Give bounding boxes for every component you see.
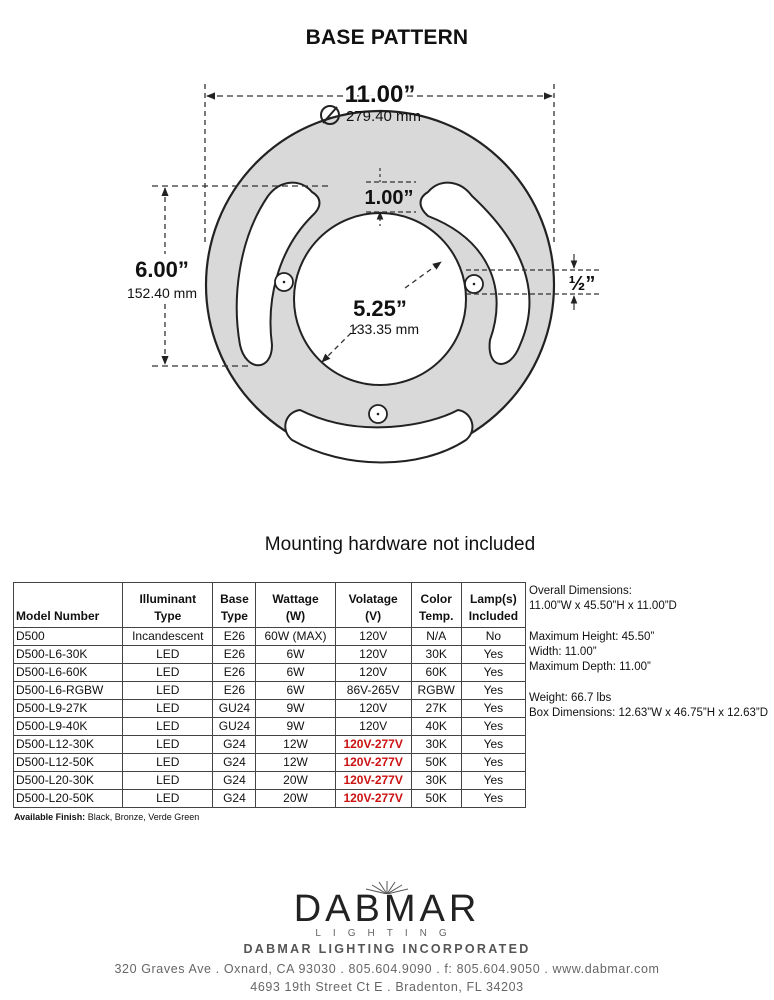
table-cell: 86V-265V: [335, 682, 411, 700]
max-depth: Maximum Depth: 11.00”: [529, 661, 651, 673]
table-row: [14, 664, 526, 682]
column-header-line: [16, 591, 120, 608]
table-cell: 30K: [411, 646, 461, 664]
table-cell: G24: [213, 736, 256, 754]
address-bradenton: 4693 19th Street Ct E . Bradenton, FL 34203: [250, 980, 524, 994]
finish-label: Available Finish:: [14, 812, 86, 822]
table-cell: N/A: [411, 628, 461, 646]
table-cell: LED: [123, 790, 213, 808]
table-body: [14, 628, 526, 808]
table-cell: G24: [213, 790, 256, 808]
table-row: [14, 772, 526, 790]
table-cell: D500-L6-RGBW: [14, 682, 123, 700]
table-cell: E26: [213, 682, 256, 700]
table-cell: LED: [123, 646, 213, 664]
shipping-specs: [529, 691, 768, 721]
table-cell: 120V: [335, 646, 411, 664]
table-cell: 120V-277V: [335, 736, 411, 754]
table-cell: RGBW: [411, 682, 461, 700]
table-cell: Yes: [461, 772, 525, 790]
table-cell: LED: [123, 754, 213, 772]
table-cell: 120V: [335, 700, 411, 718]
table-header-row: [14, 583, 526, 628]
column-header-line: Model Number: [16, 609, 100, 623]
table-cell: 50K: [411, 754, 461, 772]
column-header-line: Type: [154, 609, 182, 623]
table-cell: D500-L9-40K: [14, 718, 123, 736]
table-cell: Incandescent: [123, 628, 213, 646]
table-cell: D500-L12-50K: [14, 754, 123, 772]
table-cell: D500-L20-50K: [14, 790, 123, 808]
table-cell: D500-L12-30K: [14, 736, 123, 754]
table-cell: GU24: [213, 700, 256, 718]
address-oxnard: 320 Graves Ave . Oxnard, CA 93030 . 805.604.9090 . f: 805.604.9050 . www.dabmar.com: [114, 962, 660, 976]
table-cell: 120V-277V: [335, 772, 411, 790]
table-cell: E26: [213, 664, 256, 682]
table-cell: D500-L6-60K: [14, 664, 123, 682]
table-cell: 120V-277V: [335, 754, 411, 772]
logo-subtitle: LIGHTING: [315, 928, 459, 939]
box-dimensions: Box Dimensions: 12.63”W x 46.75”H x 12.63”D: [529, 707, 769, 719]
overall-dimension: 11.00”: [344, 81, 416, 108]
column-header-line: Type: [220, 609, 248, 623]
table-cell: 40K: [411, 718, 461, 736]
column-header-line: Wattage: [272, 592, 319, 606]
overall-dimensions-label: Overall Dimensions:: [529, 585, 632, 597]
table-cell: 9W: [256, 718, 335, 736]
column-header-line: Base: [220, 592, 249, 606]
table-cell: 120V: [335, 664, 411, 682]
table-cell: Yes: [461, 700, 525, 718]
table-row: [14, 628, 526, 646]
table-cell: 6W: [256, 646, 335, 664]
overall-dimensions: [529, 584, 677, 614]
table-cell: D500-L9-27K: [14, 700, 123, 718]
table-cell: D500-L20-30K: [14, 772, 123, 790]
table-cell: G24: [213, 772, 256, 790]
column-header: [123, 583, 213, 628]
table-row: [14, 736, 526, 754]
table-cell: D500-L6-30K: [14, 646, 123, 664]
table-cell: GU24: [213, 718, 256, 736]
table-cell: 120V: [335, 718, 411, 736]
column-header: [411, 583, 461, 628]
dabmar-logo: [0, 880, 774, 940]
table-cell: G24: [213, 754, 256, 772]
table-cell: 12W: [256, 754, 335, 772]
column-header-line: (V): [365, 609, 382, 623]
column-header: [213, 583, 256, 628]
table-cell: E26: [213, 628, 256, 646]
column-header-line: Color: [420, 592, 452, 606]
column-header-line: Volatage: [348, 592, 398, 606]
column-header-line: Illuminant: [139, 592, 197, 606]
table-cell: 120V-277V: [335, 790, 411, 808]
overall-dimensions-value: 11.00”W x 45.50”H x 11.00”D: [529, 600, 677, 612]
table-cell: 50K: [411, 790, 461, 808]
column-header-line: Lamp(s): [470, 592, 517, 606]
table-cell: 12W: [256, 736, 335, 754]
overall-dimension-mm: 279.40 mm: [346, 108, 422, 125]
slot-dimension: 1.00”: [364, 187, 414, 209]
size-specs: [529, 630, 654, 675]
spec-table: [13, 582, 526, 808]
height-dimension: 6.00”: [135, 257, 189, 282]
table-cell: Yes: [461, 790, 525, 808]
table-cell: LED: [123, 772, 213, 790]
offset-dimension: ½”: [568, 273, 596, 295]
table-cell: Yes: [461, 664, 525, 682]
table-cell: LED: [123, 682, 213, 700]
table-cell: 6W: [256, 664, 335, 682]
table-cell: 27K: [411, 700, 461, 718]
table-cell: 6W: [256, 682, 335, 700]
table-cell: Yes: [461, 718, 525, 736]
table-row: [14, 790, 526, 808]
table-cell: 9W: [256, 700, 335, 718]
table-cell: LED: [123, 736, 213, 754]
hardware-note: Mounting hardware not included: [264, 534, 536, 555]
table-cell: 20W: [256, 790, 335, 808]
table-cell: Yes: [461, 754, 525, 772]
logo-wordmark: DABMAR: [293, 888, 481, 930]
weight: Weight: 66.7 lbs: [529, 692, 612, 704]
table-cell: 30K: [411, 736, 461, 754]
column-header-line: Temp.: [418, 609, 454, 623]
table-cell: LED: [123, 718, 213, 736]
finish-value: Black, Bronze, Verde Green: [87, 812, 200, 822]
column-header: [14, 583, 123, 628]
table-row: [14, 646, 526, 664]
column-header-line: (W): [285, 609, 306, 623]
page-title: BASE PATTERN: [305, 26, 469, 49]
height-dimension-mm: 152.40 mm: [126, 285, 198, 301]
max-height: Maximum Height: 45.50”: [529, 631, 655, 643]
available-finish: [14, 812, 199, 822]
column-header-line: Included: [468, 609, 519, 623]
table-cell: Yes: [461, 646, 525, 664]
table-cell: 30K: [411, 772, 461, 790]
table-row: [14, 682, 526, 700]
table-row: [14, 718, 526, 736]
inner-diameter-dimension: 5.25”: [353, 296, 407, 321]
column-header: [335, 583, 411, 628]
table-cell: LED: [123, 664, 213, 682]
table-cell: 60K: [411, 664, 461, 682]
table-cell: D500: [14, 628, 123, 646]
table-cell: 20W: [256, 772, 335, 790]
table-cell: No: [461, 628, 525, 646]
table-cell: 120V: [335, 628, 411, 646]
inner-diameter-mm: 133.35 mm: [348, 321, 420, 337]
company-name: DABMAR LIGHTING INCORPORATED: [243, 942, 531, 956]
width: Width: 11.00”: [529, 646, 597, 658]
table-cell: LED: [123, 700, 213, 718]
column-header: [256, 583, 335, 628]
table-cell: Yes: [461, 682, 525, 700]
column-header: [461, 583, 525, 628]
table-cell: E26: [213, 646, 256, 664]
table-row: [14, 700, 526, 718]
table-row: [14, 754, 526, 772]
table-cell: Yes: [461, 736, 525, 754]
table-cell: 60W (MAX): [256, 628, 335, 646]
